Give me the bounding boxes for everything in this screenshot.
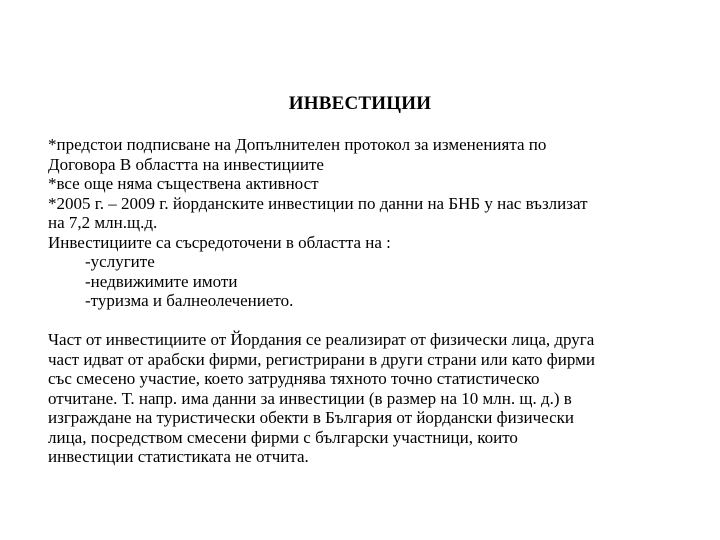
paragraph-line: инвестиции статистиката не отчита. bbox=[48, 447, 309, 466]
paragraph-spacer bbox=[48, 311, 708, 331]
paragraph-line: лица, посредством смесени фирми с български участници, които bbox=[48, 427, 518, 447]
bullet-line: *2005 г. – 2009 г. йорданските инвестиции по данни на БНБ у нас възлизат bbox=[48, 193, 588, 213]
bullet-line: *предстои подписване на Допълнителен протокол за измененията по bbox=[48, 135, 547, 154]
sector-item: -недвижимите имоти bbox=[85, 271, 238, 291]
page-title: ИНВЕСТИЦИИ bbox=[288, 93, 432, 114]
paragraph-line: със смесено участие, което затруднява тяхното точно статистическо bbox=[48, 369, 540, 388]
sector-item: -туризма и балнеолечението. bbox=[85, 291, 294, 310]
document-body bbox=[48, 135, 708, 467]
bullet-line: Договора В областта на инвестициите bbox=[48, 154, 324, 174]
sectors-intro: Инвестициите са съсредоточени в областта на : bbox=[48, 232, 391, 252]
paragraph-line: отчитане. Т. напр. има данни за инвестиции (в размер на 10 млн. щ. д.) в bbox=[48, 388, 572, 408]
paragraph-line: изграждане на туристически обекти в България от йордански физически bbox=[48, 408, 575, 427]
sector-item: -услугите bbox=[85, 252, 155, 271]
bullet-line: *все още няма съществена активност bbox=[48, 174, 319, 193]
bullet-line: на 7,2 млн.щ.д. bbox=[48, 213, 158, 232]
paragraph-line: Част от инвестициите от Йордания се реализират от физически лица, друга bbox=[48, 330, 595, 349]
paragraph-line: част идват от арабски фирми, регистрирани в други страни или като фирми bbox=[48, 349, 595, 369]
